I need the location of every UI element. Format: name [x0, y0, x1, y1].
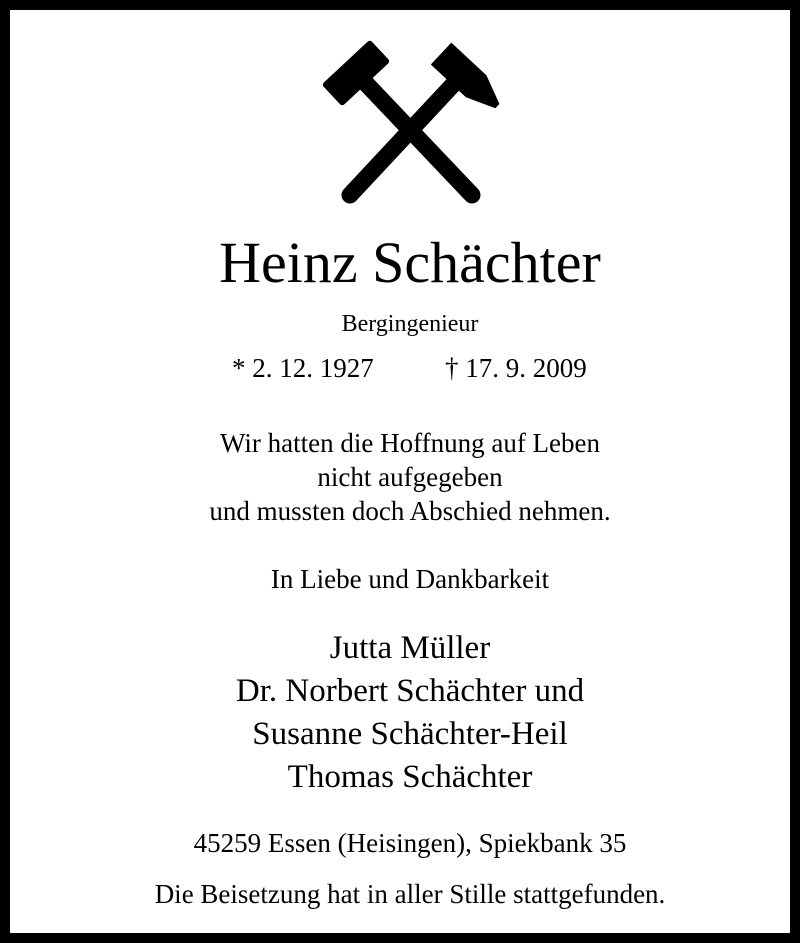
- verse-line: Wir hatten die Hoffnung auf Leben: [219, 428, 601, 458]
- death-date: † 17. 9. 2009: [445, 353, 587, 383]
- birth-date: * 2. 12. 1927: [232, 353, 374, 383]
- gratitude-line: In Liebe und Dankbarkeit: [270, 564, 550, 594]
- mourner-name: Jutta Müller: [329, 630, 491, 666]
- hammer-and-pick-icon: [320, 35, 505, 210]
- address-line: 45259 Essen (Heisingen), Spiekbank 35: [193, 828, 627, 858]
- verse-line: und mussten doch Abschied nehmen.: [209, 496, 611, 526]
- mourner-name: Susanne Schächter-Heil: [252, 716, 568, 752]
- mourner-name: Thomas Schächter: [287, 759, 533, 795]
- mourner-name: Dr. Norbert Schächter und: [235, 673, 585, 709]
- burial-note: Die Beisetzung hat in aller Stille stattgefunden.: [154, 879, 666, 909]
- verse-line: nicht aufgegeben: [317, 462, 503, 492]
- deceased-name: Heinz Schächter: [219, 230, 601, 295]
- deceased-profession: Bergingenieur: [341, 311, 479, 337]
